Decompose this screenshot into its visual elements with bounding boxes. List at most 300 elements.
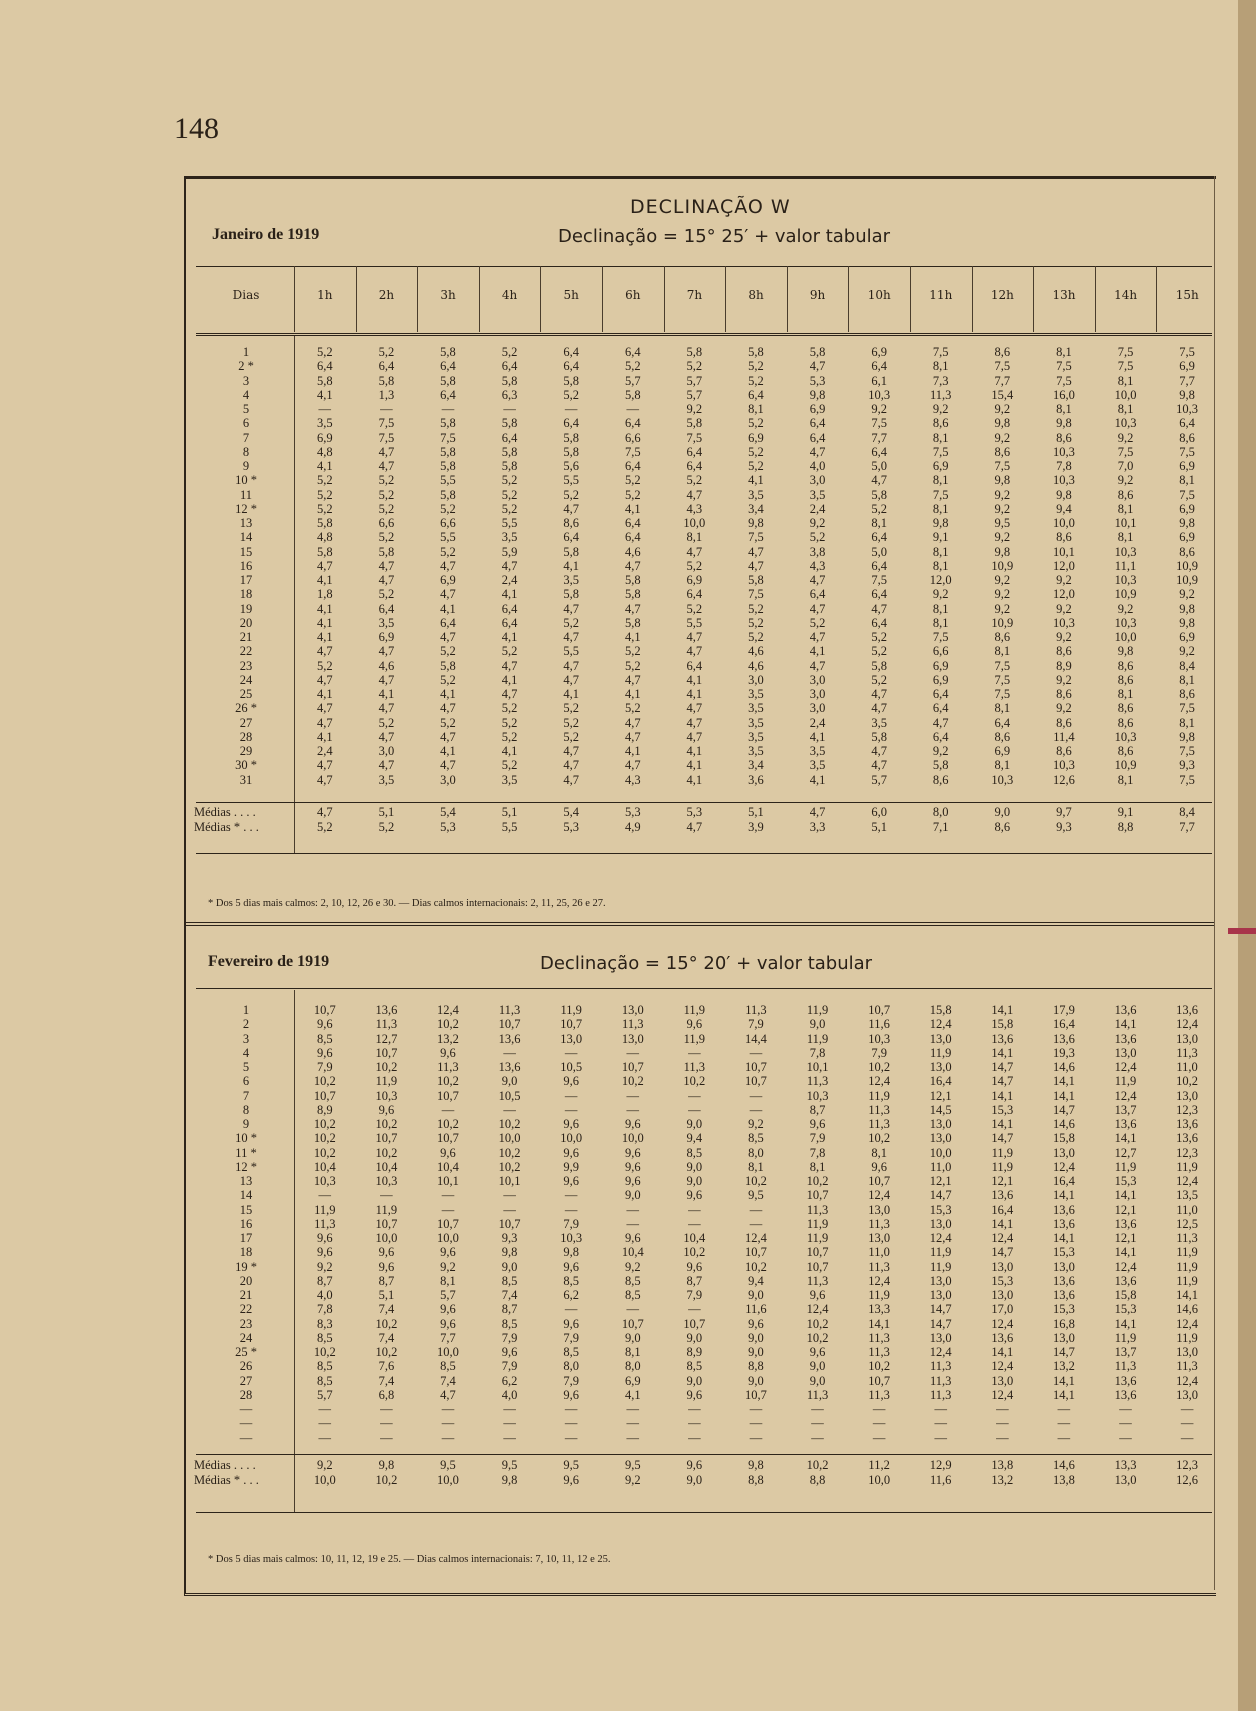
value-cell: 5,8 bbox=[440, 373, 456, 388]
value-cell: 4,1 bbox=[501, 587, 518, 602]
value-cell: 10,3 bbox=[1052, 758, 1075, 773]
average-value: 13,3 bbox=[1114, 1458, 1137, 1472]
value-cell: 13,0 bbox=[991, 1288, 1014, 1302]
day-cell: 18 bbox=[239, 587, 253, 602]
value-cell: 8,1 bbox=[1117, 772, 1134, 787]
value-cell: 9,0 bbox=[624, 1188, 641, 1203]
day-cell: 7 bbox=[242, 1088, 250, 1103]
table-row bbox=[198, 1260, 1218, 1274]
value-cell: 11,3 bbox=[745, 1003, 767, 1017]
value-cell: 10,2 bbox=[375, 1145, 398, 1160]
value-cell: 4,1 bbox=[316, 687, 333, 701]
value-cell: 5,8 bbox=[501, 444, 518, 459]
value-cell: 6,4 bbox=[624, 416, 641, 431]
value-cell: 16,0 bbox=[1052, 387, 1075, 402]
value-cell: 6,9 bbox=[994, 744, 1011, 758]
value-cell: 8,9 bbox=[1056, 658, 1072, 673]
value-cell: 6,9 bbox=[932, 459, 949, 473]
value-cell: 4,1 bbox=[686, 772, 703, 787]
value-cell: 11,3 bbox=[868, 1387, 890, 1402]
value-cell: 14,7 bbox=[929, 1302, 952, 1317]
value-cell: 13,6 bbox=[1052, 1202, 1075, 1217]
day-cell: 1 bbox=[242, 1003, 250, 1017]
value-cell: 8,6 bbox=[994, 729, 1011, 744]
table-row bbox=[198, 445, 1218, 459]
column-header-hour: 14h bbox=[1114, 288, 1138, 302]
value-cell: 15,3 bbox=[1114, 1174, 1137, 1188]
value-cell: 5,2 bbox=[440, 644, 456, 659]
day-cell: 10 * bbox=[235, 1131, 257, 1146]
value-cell: 7,5 bbox=[871, 416, 887, 431]
february-averages-rule bbox=[196, 1454, 1212, 1455]
value-cell: 5,2 bbox=[563, 387, 579, 402]
value-cell: 9,5 bbox=[994, 516, 1011, 530]
value-cell: 5,2 bbox=[501, 758, 518, 773]
value-cell: 10,3 bbox=[991, 772, 1014, 787]
value-cell: 9,6 bbox=[440, 1302, 456, 1317]
averages-row bbox=[190, 820, 1218, 835]
value-cell: 3,5 bbox=[748, 715, 764, 730]
average-value: 5,3 bbox=[440, 820, 456, 834]
value-cell: 4,1 bbox=[316, 729, 333, 744]
value-cell: 5,3 bbox=[809, 373, 826, 388]
value-cell: 4,7 bbox=[809, 359, 826, 374]
value-cell: 8,6 bbox=[1117, 701, 1134, 716]
table-row bbox=[198, 545, 1218, 559]
average-value: 13,8 bbox=[991, 1458, 1014, 1472]
value-cell: — bbox=[441, 1202, 455, 1217]
value-cell: 8,6 bbox=[1056, 744, 1072, 758]
value-cell: 7,5 bbox=[994, 359, 1011, 374]
value-cell: 5,9 bbox=[501, 544, 518, 559]
value-cell: 10,7 bbox=[745, 1245, 767, 1260]
day-cell: 23 bbox=[239, 658, 253, 673]
day-cell: 3 bbox=[242, 1031, 250, 1046]
value-cell: 8,5 bbox=[624, 1288, 641, 1302]
value-cell: — bbox=[380, 1416, 393, 1431]
table-row bbox=[198, 359, 1218, 373]
value-cell: — bbox=[503, 402, 516, 416]
value-cell: 8,1 bbox=[932, 615, 949, 630]
value-cell: 7,9 bbox=[809, 1131, 826, 1146]
value-cell: 9,2 bbox=[316, 1259, 333, 1274]
value-cell: 9,6 bbox=[686, 1387, 703, 1402]
value-cell: 5,8 bbox=[871, 729, 887, 744]
header-column-separator bbox=[1095, 266, 1096, 332]
value-cell: 13,6 bbox=[498, 1031, 521, 1046]
value-cell: 10,3 bbox=[560, 1231, 583, 1245]
value-cell: 10,3 bbox=[868, 387, 891, 402]
value-cell: 6,4 bbox=[871, 359, 887, 374]
table-row bbox=[198, 388, 1218, 402]
value-cell: 5,2 bbox=[378, 587, 395, 602]
value-cell: 4,7 bbox=[809, 658, 826, 673]
value-cell: — bbox=[380, 1430, 393, 1445]
value-cell: 10,2 bbox=[806, 1316, 829, 1331]
value-cell: 7,5 bbox=[1056, 373, 1072, 388]
value-cell: 10,9 bbox=[991, 615, 1014, 630]
value-cell: 8,5 bbox=[316, 1359, 333, 1374]
value-cell: 11,9 bbox=[930, 1245, 952, 1260]
page-title: DECLINAÇÃO W bbox=[630, 196, 791, 218]
value-cell: 4,1 bbox=[624, 630, 641, 644]
value-cell: 8,6 bbox=[1056, 430, 1072, 445]
value-cell: 11,9 bbox=[314, 1202, 336, 1217]
value-cell: 6,4 bbox=[501, 615, 518, 630]
value-cell: 7,7 bbox=[994, 373, 1011, 388]
value-cell: — bbox=[503, 1102, 516, 1117]
day-cell: 5 bbox=[242, 1060, 250, 1074]
value-cell: 10,7 bbox=[437, 1131, 459, 1146]
value-cell: 6,9 bbox=[1179, 530, 1195, 545]
value-cell: 5,1 bbox=[378, 1288, 395, 1302]
header-column-separator bbox=[540, 266, 541, 332]
february-footnote: * Dos 5 dias mais calmos: 10, 11, 12, 19 e 25. — Dias calmos internacionais: 7, 10, 11, 12 e 25. bbox=[208, 1554, 611, 1565]
value-cell: 5,8 bbox=[501, 416, 518, 431]
value-cell: 7,5 bbox=[1056, 359, 1072, 374]
value-cell: 14,1 bbox=[1052, 1188, 1075, 1203]
value-cell: — bbox=[318, 402, 332, 416]
value-cell: 4,7 bbox=[871, 601, 887, 616]
value-cell: 11,3 bbox=[375, 1017, 398, 1032]
value-cell: 4,7 bbox=[624, 729, 641, 744]
day-cell: 9 bbox=[242, 459, 250, 473]
value-cell: 5,7 bbox=[871, 772, 887, 787]
value-cell: 7,5 bbox=[1117, 444, 1134, 459]
value-cell: 11,9 bbox=[560, 1003, 582, 1017]
day-cell: 10 * bbox=[235, 473, 257, 488]
february-averages bbox=[190, 1458, 1218, 1488]
value-cell: 10,7 bbox=[437, 1088, 459, 1103]
february-table bbox=[198, 1003, 1218, 1445]
value-cell: 5,8 bbox=[624, 387, 641, 402]
value-cell: 5,2 bbox=[378, 715, 395, 730]
value-cell: 9,6 bbox=[501, 1345, 518, 1359]
value-cell: 10,7 bbox=[683, 1316, 706, 1331]
value-cell: 4,3 bbox=[686, 501, 703, 516]
value-cell: 1,8 bbox=[316, 587, 333, 602]
value-cell: 14,1 bbox=[991, 1003, 1014, 1017]
value-cell: 5,8 bbox=[440, 444, 456, 459]
value-cell: 10,7 bbox=[621, 1060, 644, 1074]
value-cell: 14,1 bbox=[1114, 1188, 1137, 1203]
value-cell: 6,4 bbox=[686, 658, 703, 673]
average-value: 9,6 bbox=[686, 1458, 703, 1472]
value-cell: 8,6 bbox=[1056, 530, 1072, 545]
value-cell: 4,7 bbox=[809, 573, 826, 587]
average-value: 10,2 bbox=[806, 1458, 829, 1472]
column-header-hour: 3h bbox=[440, 288, 456, 302]
value-cell: 12,4 bbox=[991, 1231, 1014, 1245]
value-cell: 8,6 bbox=[932, 772, 949, 787]
value-cell: 9,6 bbox=[809, 1117, 826, 1131]
day-cell: 23 bbox=[239, 1316, 253, 1331]
value-cell: 8,6 bbox=[1056, 687, 1072, 701]
value-cell: 12,4 bbox=[1176, 1174, 1199, 1188]
value-cell: 12,4 bbox=[1176, 1017, 1199, 1032]
value-cell: 5,2 bbox=[871, 672, 887, 687]
value-cell: 11,9 bbox=[1176, 1159, 1198, 1174]
value-cell: 9,0 bbox=[686, 1373, 703, 1388]
value-cell: 12,1 bbox=[929, 1174, 952, 1188]
value-cell: 5,7 bbox=[686, 387, 703, 402]
value-cell: 6,2 bbox=[501, 1373, 518, 1388]
value-cell: 10,2 bbox=[375, 1345, 398, 1359]
header-column-separator bbox=[664, 266, 665, 332]
value-cell: 14,6 bbox=[1052, 1117, 1075, 1131]
value-cell: 4,7 bbox=[809, 444, 826, 459]
value-cell: 6,6 bbox=[932, 644, 949, 659]
value-cell: 10,2 bbox=[683, 1074, 706, 1089]
value-cell: 5,8 bbox=[440, 658, 456, 673]
value-cell: 10,2 bbox=[313, 1117, 336, 1131]
value-cell: 4,7 bbox=[871, 758, 887, 773]
value-cell: 10,5 bbox=[498, 1088, 521, 1103]
value-cell: 9,8 bbox=[1179, 615, 1195, 630]
value-cell: 9,6 bbox=[809, 1345, 826, 1359]
value-cell: 15,3 bbox=[929, 1202, 952, 1217]
day-cell: 8 bbox=[242, 444, 250, 459]
value-cell: 10,2 bbox=[437, 1017, 459, 1032]
table-row bbox=[198, 1146, 1218, 1160]
value-cell: 5,2 bbox=[624, 359, 641, 374]
value-cell: 8,7 bbox=[316, 1273, 333, 1288]
value-cell: 5,2 bbox=[316, 487, 333, 502]
value-cell: — bbox=[749, 1416, 763, 1431]
value-cell: 4,7 bbox=[316, 644, 333, 659]
value-cell: 4,7 bbox=[932, 715, 949, 730]
value-cell: 13,0 bbox=[868, 1231, 891, 1245]
value-cell: 11,6 bbox=[868, 1017, 890, 1032]
value-cell: 9,6 bbox=[624, 1174, 641, 1188]
value-cell: 6,4 bbox=[932, 687, 949, 701]
value-cell: 6,4 bbox=[501, 359, 518, 374]
value-cell: 8,5 bbox=[440, 1359, 456, 1374]
value-cell: 12,0 bbox=[929, 573, 952, 587]
value-cell: 9,6 bbox=[563, 1117, 579, 1131]
value-cell: — bbox=[626, 1216, 640, 1231]
value-cell: 9,6 bbox=[563, 1316, 579, 1331]
day-cell: 2 bbox=[242, 1017, 250, 1032]
value-cell: 4,1 bbox=[440, 744, 456, 758]
value-cell: 11,3 bbox=[868, 1216, 890, 1231]
value-cell: 5,2 bbox=[501, 644, 518, 659]
table-row bbox=[198, 1231, 1218, 1245]
value-cell: 4,7 bbox=[378, 672, 395, 687]
value-cell: 13,0 bbox=[868, 1202, 891, 1217]
value-cell: 12,0 bbox=[1052, 558, 1075, 573]
value-cell: 5,2 bbox=[809, 530, 826, 545]
value-cell: 10,7 bbox=[745, 1387, 767, 1402]
value-cell: 12,4 bbox=[868, 1188, 891, 1203]
value-cell: 4,6 bbox=[378, 658, 395, 673]
value-cell: 10,7 bbox=[868, 1174, 891, 1188]
value-cell: 10,0 bbox=[621, 1131, 644, 1146]
value-cell: 7,8 bbox=[809, 1145, 826, 1160]
value-cell: 5,2 bbox=[501, 701, 518, 716]
value-cell: 6,4 bbox=[563, 416, 579, 431]
value-cell: 4,7 bbox=[563, 601, 579, 616]
value-cell: 4,0 bbox=[809, 459, 826, 473]
value-cell: 8,1 bbox=[994, 701, 1011, 716]
value-cell: 5,2 bbox=[871, 630, 887, 644]
average-value: 10,0 bbox=[313, 1473, 336, 1487]
averages-label: Médias * . . . bbox=[194, 820, 259, 834]
value-cell: 8,6 bbox=[1117, 715, 1134, 730]
value-cell: 11,9 bbox=[930, 1045, 952, 1060]
value-cell: 5,8 bbox=[440, 459, 456, 473]
value-cell: 5,8 bbox=[378, 373, 395, 388]
value-cell: 12,4 bbox=[991, 1359, 1014, 1374]
value-cell: 10,2 bbox=[868, 1131, 891, 1146]
value-cell: 9,6 bbox=[624, 1145, 641, 1160]
value-cell: 9,2 bbox=[871, 402, 887, 416]
value-cell: 7,6 bbox=[378, 1359, 395, 1374]
value-cell: 13,6 bbox=[1052, 1273, 1075, 1288]
value-cell: 11,3 bbox=[868, 1102, 890, 1117]
value-cell: — bbox=[318, 1402, 332, 1416]
day-cell: 26 * bbox=[235, 701, 257, 716]
value-cell: 8,1 bbox=[1179, 715, 1195, 730]
value-cell: 9,8 bbox=[1117, 644, 1134, 659]
value-cell: — bbox=[749, 1402, 763, 1416]
value-cell: 12,4 bbox=[806, 1302, 829, 1317]
value-cell: 15,8 bbox=[991, 1017, 1014, 1032]
value-cell: — bbox=[1057, 1402, 1071, 1416]
value-cell: 15,3 bbox=[991, 1273, 1014, 1288]
value-cell: — bbox=[934, 1416, 947, 1431]
header-column-separator bbox=[356, 266, 357, 332]
table-row bbox=[198, 1359, 1218, 1373]
value-cell: 14,6 bbox=[1176, 1302, 1199, 1317]
value-cell: 3,6 bbox=[748, 772, 764, 787]
table-row bbox=[198, 1274, 1218, 1288]
value-cell: — bbox=[996, 1402, 1009, 1416]
value-cell: 10,3 bbox=[1176, 402, 1199, 416]
value-cell: 4,0 bbox=[501, 1387, 518, 1402]
value-cell: 11,3 bbox=[868, 1345, 890, 1359]
value-cell: — bbox=[872, 1402, 886, 1416]
value-cell: 11,9 bbox=[1114, 1159, 1137, 1174]
value-cell: 4,7 bbox=[871, 744, 887, 758]
value-cell: 7,5 bbox=[932, 444, 949, 459]
day-cell: 5 bbox=[242, 402, 250, 416]
average-value: 9,5 bbox=[440, 1458, 456, 1472]
bookmark-ribbon bbox=[1228, 928, 1256, 934]
day-cell: 11 * bbox=[235, 1145, 257, 1160]
value-cell: — bbox=[688, 1302, 701, 1317]
value-cell: 4,6 bbox=[624, 544, 641, 559]
value-cell: — bbox=[688, 1216, 701, 1231]
table-row bbox=[198, 1103, 1218, 1117]
value-cell: 6,9 bbox=[932, 658, 949, 673]
value-cell: 10,7 bbox=[868, 1373, 891, 1388]
averages-label: Médias * . . . bbox=[194, 1473, 259, 1487]
value-cell: 7,5 bbox=[1179, 444, 1195, 459]
value-cell: 13,6 bbox=[1114, 1373, 1137, 1388]
table-row bbox=[198, 345, 1218, 359]
header-column-separator bbox=[972, 266, 973, 332]
value-cell: 3,5 bbox=[501, 530, 518, 545]
value-cell: 8,1 bbox=[748, 402, 764, 416]
value-cell: 4,7 bbox=[316, 715, 333, 730]
header-column-separator bbox=[725, 266, 726, 332]
header-column-separator bbox=[787, 266, 788, 332]
value-cell: 14,1 bbox=[991, 1117, 1014, 1131]
value-cell: 13,5 bbox=[1176, 1188, 1199, 1203]
value-cell: 13,0 bbox=[929, 1330, 952, 1345]
value-cell: 13,2 bbox=[437, 1031, 459, 1046]
table-row bbox=[198, 1388, 1218, 1402]
value-cell: 3,5 bbox=[378, 772, 395, 787]
value-cell: 14,7 bbox=[929, 1188, 952, 1203]
value-cell: 10,7 bbox=[437, 1216, 459, 1231]
average-value: 9,1 bbox=[1117, 805, 1134, 819]
average-value: 9,6 bbox=[563, 1473, 579, 1487]
value-cell: 4,7 bbox=[686, 630, 703, 644]
value-cell: 8,5 bbox=[316, 1330, 333, 1345]
value-cell: — bbox=[688, 1102, 701, 1117]
value-cell: 14,7 bbox=[991, 1074, 1014, 1089]
value-cell: 8,5 bbox=[624, 1273, 641, 1288]
value-cell: 12,1 bbox=[1114, 1231, 1137, 1245]
value-cell: 8,6 bbox=[1056, 715, 1072, 730]
value-cell: 7,4 bbox=[378, 1302, 395, 1317]
section-divider bbox=[186, 922, 1214, 926]
average-value: 13,2 bbox=[991, 1473, 1014, 1487]
value-cell: 9,8 bbox=[1179, 729, 1195, 744]
value-cell: 13,6 bbox=[991, 1330, 1014, 1345]
value-cell: 10,2 bbox=[375, 1117, 398, 1131]
value-cell: 3,4 bbox=[748, 758, 764, 773]
value-cell: 11,9 bbox=[868, 1288, 890, 1302]
value-cell: 5,8 bbox=[316, 544, 333, 559]
value-cell: 7,9 bbox=[501, 1359, 518, 1374]
value-cell: 4,7 bbox=[440, 587, 456, 602]
value-cell: 4,7 bbox=[378, 729, 395, 744]
value-cell: 14,7 bbox=[991, 1245, 1014, 1260]
page-binding-edge bbox=[1238, 0, 1256, 1711]
value-cell: — bbox=[749, 1202, 763, 1217]
table-row bbox=[198, 701, 1218, 715]
value-cell: 9,6 bbox=[563, 1174, 579, 1188]
day-cell: — bbox=[239, 1402, 253, 1416]
day-cell: 12 * bbox=[235, 501, 257, 516]
value-cell: — bbox=[626, 1045, 640, 1060]
value-cell: 9,6 bbox=[378, 1245, 395, 1260]
day-cell: 19 * bbox=[235, 1259, 257, 1274]
value-cell: 8,1 bbox=[1179, 672, 1195, 687]
average-value: 4,7 bbox=[316, 805, 333, 819]
average-value: 9,0 bbox=[994, 805, 1011, 819]
value-cell: 8,5 bbox=[563, 1345, 579, 1359]
value-cell: 10,9 bbox=[1176, 558, 1199, 573]
value-cell: 5,0 bbox=[871, 459, 887, 473]
day-cell: 30 * bbox=[235, 758, 257, 773]
value-cell: 9,8 bbox=[994, 416, 1011, 431]
value-cell: 12,4 bbox=[1176, 1373, 1199, 1388]
value-cell: 4,1 bbox=[316, 601, 333, 616]
value-cell: 8,5 bbox=[316, 1031, 333, 1046]
value-cell: 10,7 bbox=[745, 1074, 767, 1089]
value-cell: 4,7 bbox=[624, 758, 641, 773]
page-number: 148 bbox=[174, 112, 219, 145]
value-cell: — bbox=[811, 1430, 824, 1445]
value-cell: 4,7 bbox=[378, 459, 395, 473]
value-cell: 8,1 bbox=[1117, 373, 1134, 388]
value-cell: 12,6 bbox=[1052, 772, 1075, 787]
value-cell: 12,4 bbox=[991, 1387, 1014, 1402]
